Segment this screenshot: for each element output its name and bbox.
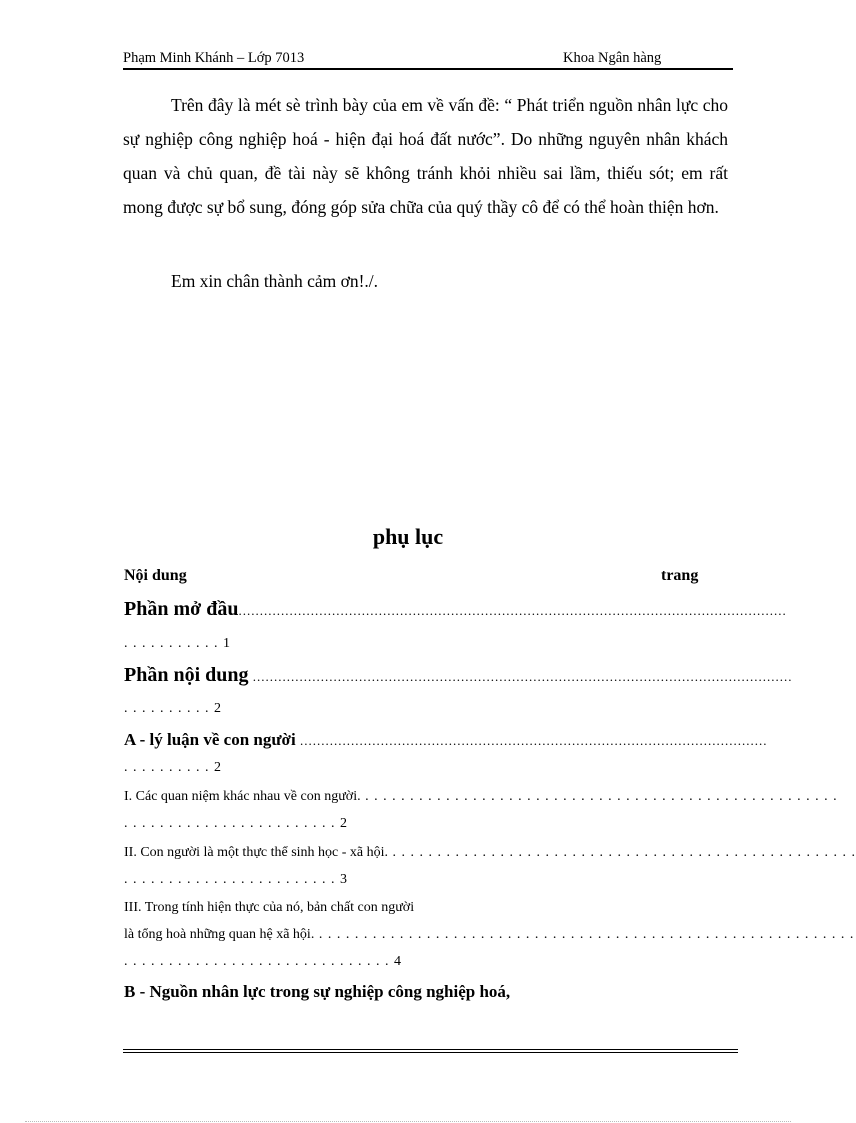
toc-entry (124, 598, 787, 621)
toc-leader: ............................................................................................................................... (248, 669, 793, 684)
closing-paragraph: Trên đây là mét sè trình bày của em về vấn đề: “ Phát triển nguồn nhân lực cho sự nghiệp công nghiệp hoá - hiện đại hoá đất nước”. Do những nguyên nhân khách quan và chủ quan, đề tài này sẽ không tránh khỏi nhiều sai lầm, thiếu sót; em rất mong được sự bổ sung, đóng góp sửa chữa của quý thầy cô để có thể hoàn thiện hơn. (123, 95, 728, 217)
toc-entry (124, 845, 856, 861)
toc-page-line: . . . . . . . . . . 2 (124, 701, 221, 716)
toc-page-number: 3 (340, 872, 347, 887)
toc-entry (124, 730, 768, 750)
toc-page-number: 2 (214, 760, 221, 775)
toc-page-line: . . . . . . . . . . . . . . . . . . . . . . . . . . . . . . 4 (124, 954, 401, 969)
toc-page-number: 4 (394, 954, 401, 969)
column-header-page: trang (661, 567, 699, 584)
toc-page-number: 2 (214, 701, 221, 716)
toc-page-line: . . . . . . . . . . . . . . . . . . . . . . . . 2 (124, 816, 347, 831)
toc-entry-label: Phần mở đầu (124, 598, 239, 620)
column-header-content: Nội dung (124, 567, 187, 584)
toc-entry (124, 789, 838, 805)
appendix-title: phụ lục (372, 524, 444, 549)
toc-leader: ................................................................................................................................. (238, 603, 787, 618)
toc-entry-label: II. Con người là một thực thể sinh học - xã hội. (124, 845, 389, 860)
toc-entry (124, 982, 732, 1002)
toc-page-line: . . . . . . . . . . . 1 (124, 636, 230, 651)
toc-page-number: 2 (340, 816, 347, 831)
toc-leader: . . . . . . . . . . . . . . . . . . . . . . . . . . . . . . . . . . . . . . . . . . . . . . . . . . . . . (360, 789, 838, 804)
toc-entry-label: B - Nguồn nhân lực trong sự nghiệp công nghiệp hoá, (124, 982, 511, 1001)
toc-entry-label-cont: là tổng hoà những quan hệ xã hội. (124, 927, 315, 942)
toc-page-line: . . . . . . . . . . 2 (124, 760, 221, 775)
toc-page-number: 1 (223, 636, 230, 651)
toc-entry-label: I. Các quan niệm khác nhau về con người. (124, 789, 361, 804)
toc-page-line: . . . . . . . . . . . . . . . . . . . . . . . . 3 (124, 872, 347, 887)
toc-entry-label: A - lý luận về con người (124, 730, 296, 749)
footer-double-rule (123, 1049, 738, 1053)
toc-entry (124, 900, 732, 916)
toc-leader: .............................................................................................................. (295, 733, 768, 748)
toc-leader: . . . . . . . . . . . . . . . . . . . . . . . . . . . . . . . . . . . . . . . . . . . . . . . . . . . . . . . . . . . . (314, 927, 855, 942)
toc-leader: . . . . . . . . . . . . . . . . . . . . . . . . . . . . . . . . . . . . . . . . . . . . . . . . . . . . (388, 845, 856, 860)
page-bottom-edge (25, 1121, 791, 1122)
toc-entry-label: III. Trong tính hiện thực của nó, bản chất con người (124, 900, 415, 915)
thanks-line: Em xin chân thành cảm ơn!./. (171, 271, 379, 291)
header-author: Phạm Minh Khánh – Lớp 7013 (123, 50, 305, 66)
page-header (123, 50, 733, 70)
header-faculty: Khoa Ngân hàng (563, 50, 662, 66)
toc-entry (124, 664, 793, 687)
toc-entry-continued (124, 927, 855, 943)
toc-entry-label: Phần nội dung (124, 664, 249, 686)
